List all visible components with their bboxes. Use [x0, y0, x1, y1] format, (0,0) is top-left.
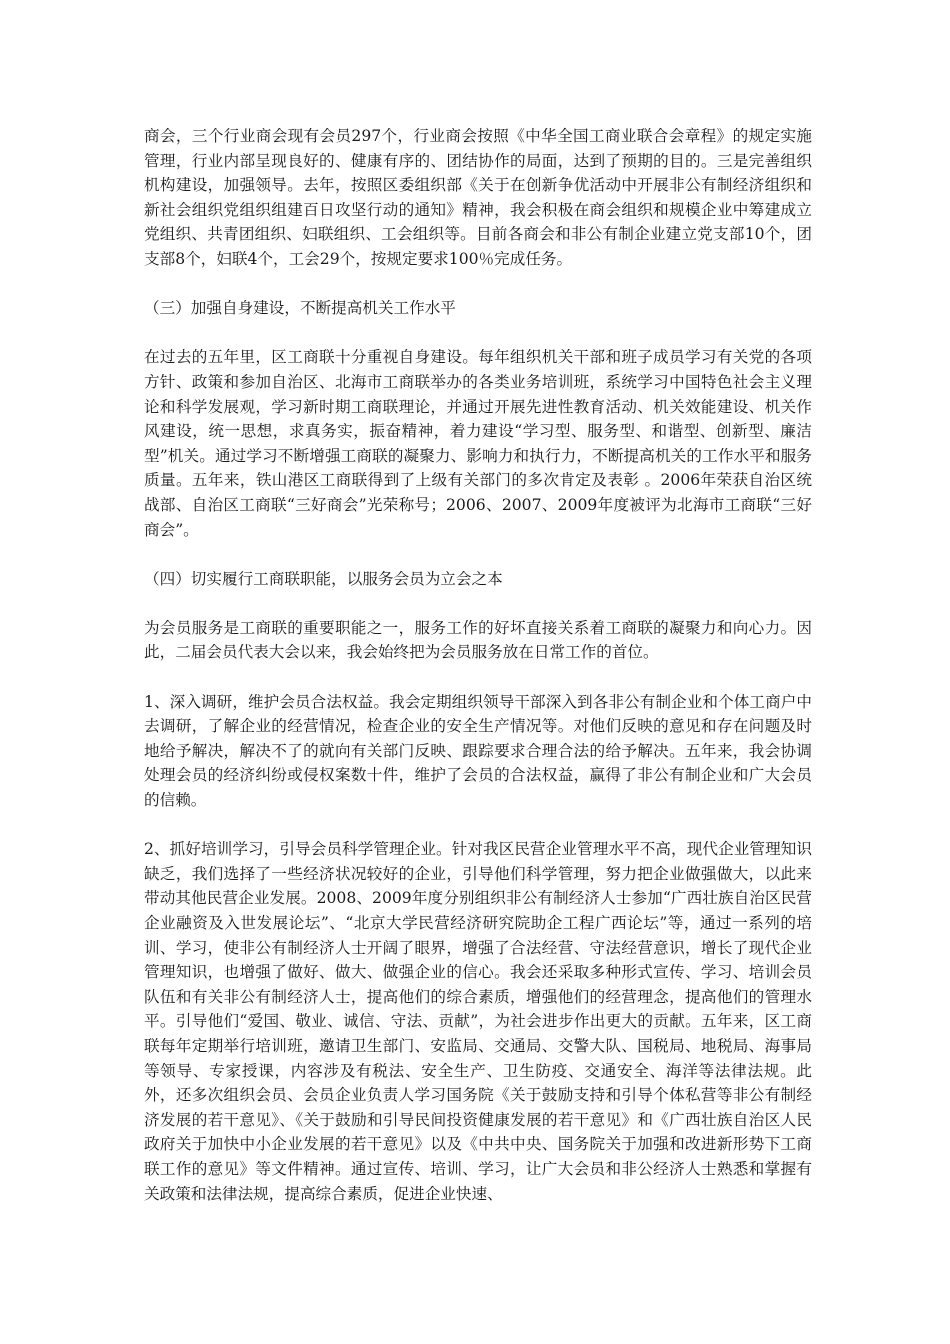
paragraph-self-building: 在过去的五年里，区工商联十分重视自身建设。每年组织机关干部和班子成员学习有关党的各项方针、政策和参加自治区、北海市工商联举办的各类业务培训班，系统学习中国特色社会主义理论和科学发展观，学习新时期工商联理论，并通过开展先进性教育活动、机关效能建设、机关作风建设，统一思想，求真务实，振奋精神，着力建设“学习型、服务型、和谐型、创新型、廉洁型”机关。通过学习不断增强工商联的凝聚力、影响力和执行力，不断提高机关的工作水平和服务质量。五年来，铁山港区工商联得到了上级有关部门的多次肯定及表彰 。2006年荣获自治区统战部、自治区工商联“三好商会”光荣称号；2006、2007、2009年度被评为北海市工商联“三好商会”。: [144, 348, 812, 539]
document-page: [144, 124, 812, 1231]
paragraph-member-service: 为会员服务是工商联的重要职能之一，服务工作的好坏直接关系着工商联的凝聚力和向心力。因此，二届会员代表大会以来，我会始终把为会员服务放在日常工作的首位。: [144, 618, 812, 662]
paragraph-commerce-chambers: 商会，三个行业商会现有会员297个，行业商会按照《中华全国工商业联合会章程》的规定实施管理，行业内部呈现良好的、健康有序的、团结协作的局面，达到了预期的目的。三是完善组织机构建设，加强领导。去年，按照区委组织部《关于在创新争优活动中开展非公有制经济组织和新社会组织党组织组建百日攻坚行动的通知》精神，我会积极在商会组织和规模企业中筹建成立党组织、共青团组织、妇联组织、工会组织等。目前各商会和非公有制企业建立党支部10个，团支部8个，妇联4个，工会29个，按规定要求100％完成任务。: [144, 127, 812, 268]
paragraph-item-2: 2、抓好培训学习，引导会员科学管理企业。针对我区民营企业管理水平不高，现代企业管理知识缺乏，我们选择了一些经济状况较好的企业，引导他们科学管理，努力把企业做强做大，以此来带动其他民营企业发展。2008、2009年度分别组织非公有制经济人士参加“广西壮族自治区民营企业融资及入世发展论坛”、“北京大学民营经济研究院助企工程广西论坛”等，通过一系列的培训、学习，使非公有制经济人士开阔了眼界，增强了合法经营、守法经营意识，增长了现代企业管理知识，也增强了做好、做大、做强企业的信心。我会还采取多种形式宣传、学习、培训会员队伍和有关非公有制经济人士，提高他们的综合素质，增强他们的经营理念，提高他们的管理水平。引导他们“爱国、敬业、诚信、守法、贡献”，为社会进步作出更大的贡献。五年来，区工商联每年定期举行培训班，邀请卫生部门、安监局、交通局、交警大队、国税局、地税局、海事局等领导、专家授课，内容涉及有税法、安全生产、卫生防疫、交通安全、海洋等法律法规。此外，还多次组织会员、会员企业负责人学习国务院《关于鼓励支持和引导个体私营等非公有制经济发展的若干意见》、《关于鼓励和引导民间投资健康发展的若干意见》和《广西壮族自治区人民政府关于加快中小企业发展的若干意见》以及《中共中央、国务院关于加强和改进新形势下工商联工作的意见》等文件精神。通过宣传、培训、学习，让广大会员和非公经济人士熟悉和掌握有关政策和法律法规，提高综合素质，促进企业快速、: [144, 840, 812, 1203]
section-heading-4: （四）切实履行工商联职能，以服务会员为立会之本: [144, 569, 503, 588]
paragraph-item-1: 1、深入调研，维护会员合法权益。我会定期组织领导干部深入到各非公有制企业和个体工商户中去调研，了解企业的经营情况，检查企业的安全生产情况等。对他们反映的意见和存在问题及时地给予解决，解决不了的就向有关部门反映、跟踪要求合理合法的给予解决。五年来，我会协调处理会员的经济纠纷或侵权案数十件，维护了会员的合法权益，赢得了非公有制企业和广大会员的信赖。: [144, 692, 812, 810]
section-heading-3: （三）加强自身建设，不断提高机关工作水平: [144, 299, 456, 318]
